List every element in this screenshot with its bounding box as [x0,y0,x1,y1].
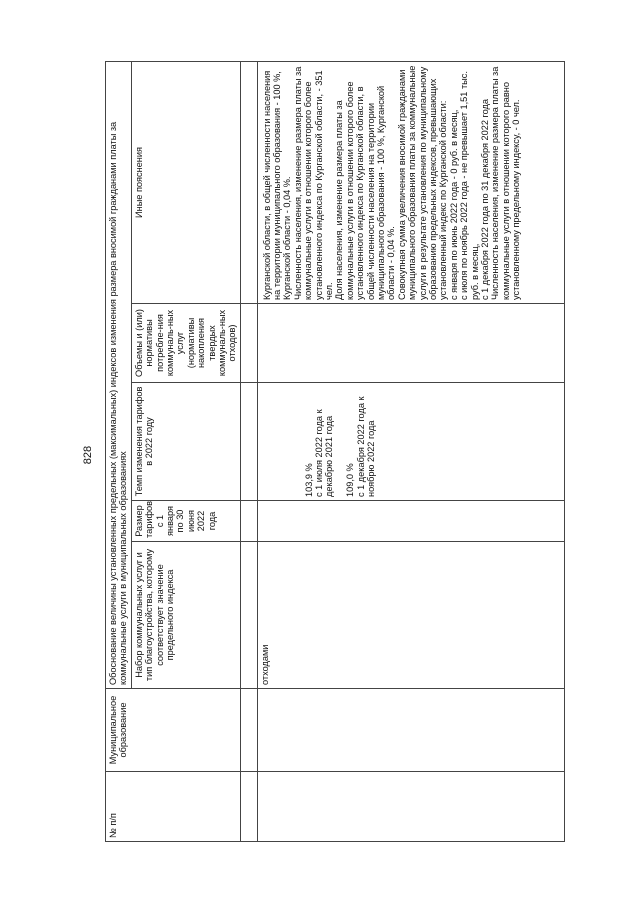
cell-municipality [257,689,564,772]
gap-cell [240,383,257,501]
note-line: Курганской области - 0,04 %. [282,176,293,300]
note-line: Численность населения, изменение размера платы за коммунальные услуги в отношении которого равно установленному предельному индексу, - 0 чел. [490,66,522,300]
gap-cell [240,542,257,689]
cell-notes [257,61,564,303]
rotated-page-content [105,62,605,842]
subheader-tariff: Размер тарифов с 1 января по 30 июня 2022 года [131,501,240,542]
page-number: 828 [82,445,94,465]
header-municipality: Муниципальное образование [106,689,241,772]
rate-line: 109,0 % [345,463,356,497]
gap-cell [240,61,257,303]
gap-cell [240,304,257,383]
header-justification: Обоснование величины установленных предельных (максимальных) индексов изменения размера вносимой гражданами платы за коммунальные услуги в муниципальных образованиях [106,61,132,688]
note-line: Численность населения, изменение размера платы за коммунальные услуги в отношении которого более установленного индекса по Курганской области, - 351 чел. [292,66,335,300]
note-line: с июля по ноябрь 2022 года - не превышает 1,51 тыс. руб. в месяц, [459,71,480,300]
table-row [257,61,564,841]
gap-cell [240,772,257,842]
note-line: Курганской области, в общей численности населения на территории муниципального образования - 100 %, [261,70,283,300]
subheader-rate: Темп изменения тарифов в 2022 году [131,383,240,501]
note-line: Доля населения, изменение размера платы за коммунальные услуги в отношении которого более установленного индекса по Курганской области, в общей численности населения на территории муниципального образования - 100 %, Курганской области - 0,04 %. [334,81,397,300]
rate-line: с 1 июля 2022 года к декабрю 2021 года [314,409,335,497]
rate-line: 103,9 % [303,463,314,497]
cell-rate [257,383,564,501]
subheader-set: Набор коммунальных услуг и тип благоустройства, которому соответствует значение предельного индекса [131,542,240,689]
cell-volume [257,304,564,383]
subheader-volume: Объемы и (или) нормативы потребле-ния коммуналь-ных услуг (нормативы накопления твердых коммуналь-ных отходов) [131,304,240,383]
header-num: № п/п [106,772,241,842]
note-line: с января по июнь 2022 года - 0 руб. в месяц, [448,109,459,300]
cell-set: отходами [257,542,564,689]
cell-tariff [257,501,564,542]
gap-cell [240,501,257,542]
subheader-other: Иные пояснения [131,61,240,303]
note-line: Совокупная сумма увеличения вносимой гражданами муниципального образования платы за коммунальные услуги в результате установления по муниципальному образованию предельных индексов, превышающих установленный индекс по Курганской области: [396,65,449,300]
note-line: с 1 декабря 2022 года по 31 декабря 2022 года [479,98,490,300]
rate-line [335,386,345,497]
cell-num [257,772,564,842]
rate-line: с 1 декабря 2022 года к ноябрю 2022 года [355,396,377,497]
gap-cell [240,689,257,772]
justification-table [105,61,565,842]
